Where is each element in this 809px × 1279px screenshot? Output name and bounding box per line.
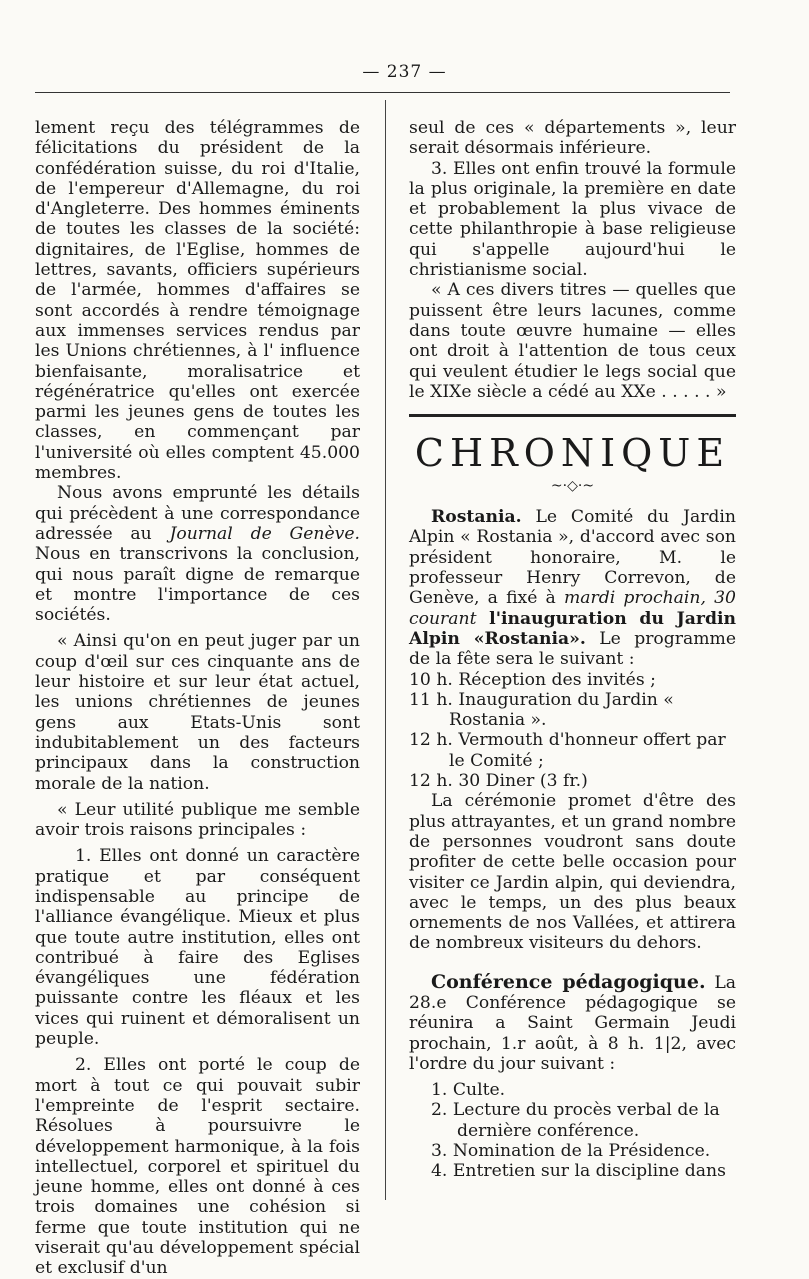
paragraph: seul de ces « départements », leur serait désormais inférieure. xyxy=(409,118,736,159)
paragraph: 1. Elles ont donné un caractère pratique et par conséquent indispensable au principe de l'alliance évangélique. Mieux et plus que toute autre institution, elles ont contribué à faire des Eglises évangéliques une fédération puissante contre les fléaux et les vices qui ruinent et démoralisent un peuple. xyxy=(35,846,360,1050)
agenda-item: 4. Entretien sur la discipline dans xyxy=(431,1161,726,1182)
right-column xyxy=(409,118,736,1182)
text-run: Le Comité du Jardin Alpin « Rostania », d'accord avec son président honoraire, M. le professeur Henry Correvon, de Genève, a fixé à xyxy=(409,507,736,609)
rostania-paragraph xyxy=(409,507,736,669)
program-list xyxy=(409,670,736,792)
agenda-item: 1. Culte. xyxy=(431,1080,506,1101)
agenda-item: 2. Lecture du procès verbal de la dernière conférence. xyxy=(431,1100,720,1141)
text-run: La 28.e Conférence pédagogique se réunira a Saint Germain Jeudi prochain, 1.r août, à 8 h. 1|2, avec l'ordre du jour suivant : xyxy=(409,972,736,1074)
text-run: Nous en transcrivons la conclusion, qui nous paraît digne de remarque et montre l'importance de ces sociétés. xyxy=(35,544,360,626)
paragraph: « A ces divers titres — quelles que puissent être leurs lacunes, comme dans toute œuvre humaine — elles ont droit à l'attention de tous ceux qui veulent étudier le legs social que le XIXe siècle a cédé au XXe . . . . . » xyxy=(409,280,736,402)
paragraph: lement reçu des télégrammes de félicitations du président de la confédération suisse, du roi d'Italie, de l'empereur d'Allemagne, du roi d'Angleterre. Des hommes éminents de toutes les classes de la société: dignitaires, de l'Eglise, hommes de lettres, savants, officiers supérieurs de l'armée, hommes d'affaires se sont accordés à rendre témoignage aux immenses services rendus par les Unions chrétiennes, à l' influence bienfaisante, moralisatrice et régénératrice qu'elles ont exercée parmi les jeunes gens de toutes les classes, en commençant par l'université où elles comptent 45.000 membres. xyxy=(35,118,360,484)
paragraph: La cérémonie promet d'être des plus attrayantes, et un grand nombre de personnes voudront sans doute profiter de cette belle occasion pour visiter ce Jardin alpin, qui deviendra, avec le temps, un des plus beaux ornements de nos Vallées, et attirera de nombreux visiteurs du dehors. xyxy=(409,791,736,954)
paragraph: 3. Elles ont enfin trouvé la formule la plus originale, la première en date et probablement la plus vivace de cette philanthropie à base religieuse qui s'appelle aujourd'hui le christianisme social. xyxy=(409,158,736,281)
program-item: 12 h. 30 Diner (3 fr.) xyxy=(409,771,588,792)
section-rule xyxy=(409,414,736,417)
section-title: CHRONIQUE xyxy=(414,431,731,476)
column-divider xyxy=(385,100,386,1200)
date-text: mardi prochain, 30 courant xyxy=(409,588,736,629)
program-item: 11 h. Inauguration du Jardin « Rostania ». xyxy=(409,689,674,731)
page-number: — 237 — xyxy=(362,62,447,82)
journal-title: Journal de Genève. xyxy=(169,523,360,544)
program-item: 12 h. Vermouth d'honneur offert par le Comité ; xyxy=(409,730,726,771)
paragraph: 2. Elles ont porté le coup de mort à tout ce qui pouvait subir l'empreinte de l'esprit sectaire. Résolues à poursuivre le développement harmonique, à la fois intellectuel, corporel et spirituel du jeune homme, elles ont donné à ces trois domaines une cohésion si ferme que toute institution qui ne viserait qu'au développement spécial et exclusif d'un xyxy=(35,1055,360,1279)
header-rule xyxy=(35,92,730,93)
paragraph: « Leur utilité publique me semble avoir trois raisons principales : xyxy=(35,799,360,841)
ornament: ~·◇·~ xyxy=(550,478,595,495)
rostania-lead: Rostania. xyxy=(431,507,522,528)
text-run: Nous avons emprunté les détails qui précèdent à une correspondance adressée au xyxy=(35,483,360,544)
paragraph xyxy=(35,483,360,625)
left-column xyxy=(35,118,360,1279)
text-run: l'inauguration du Jardin Alpin «Rostania». xyxy=(409,608,736,649)
conference-lead: Conférence pédagogique. xyxy=(431,970,706,993)
agenda-item: 3. Nomination de la Présidence. xyxy=(431,1141,711,1162)
text-run: Le programme de la fête sera le suivant : xyxy=(409,628,737,670)
conference-paragraph xyxy=(409,972,736,1074)
paragraph: « Ainsi qu'on en peut juger par un coup d'œil sur ces cinquante ans de leur histoire et sur leur état actuel, les unions chrétiennes de jeunes gens aux Etats-Unis sont indubitablement un des facteurs principaux dans la construction morale de la nation. xyxy=(35,631,360,794)
program-item: 10 h. Réception des invités ; xyxy=(409,669,656,690)
agenda-list xyxy=(409,1080,736,1181)
